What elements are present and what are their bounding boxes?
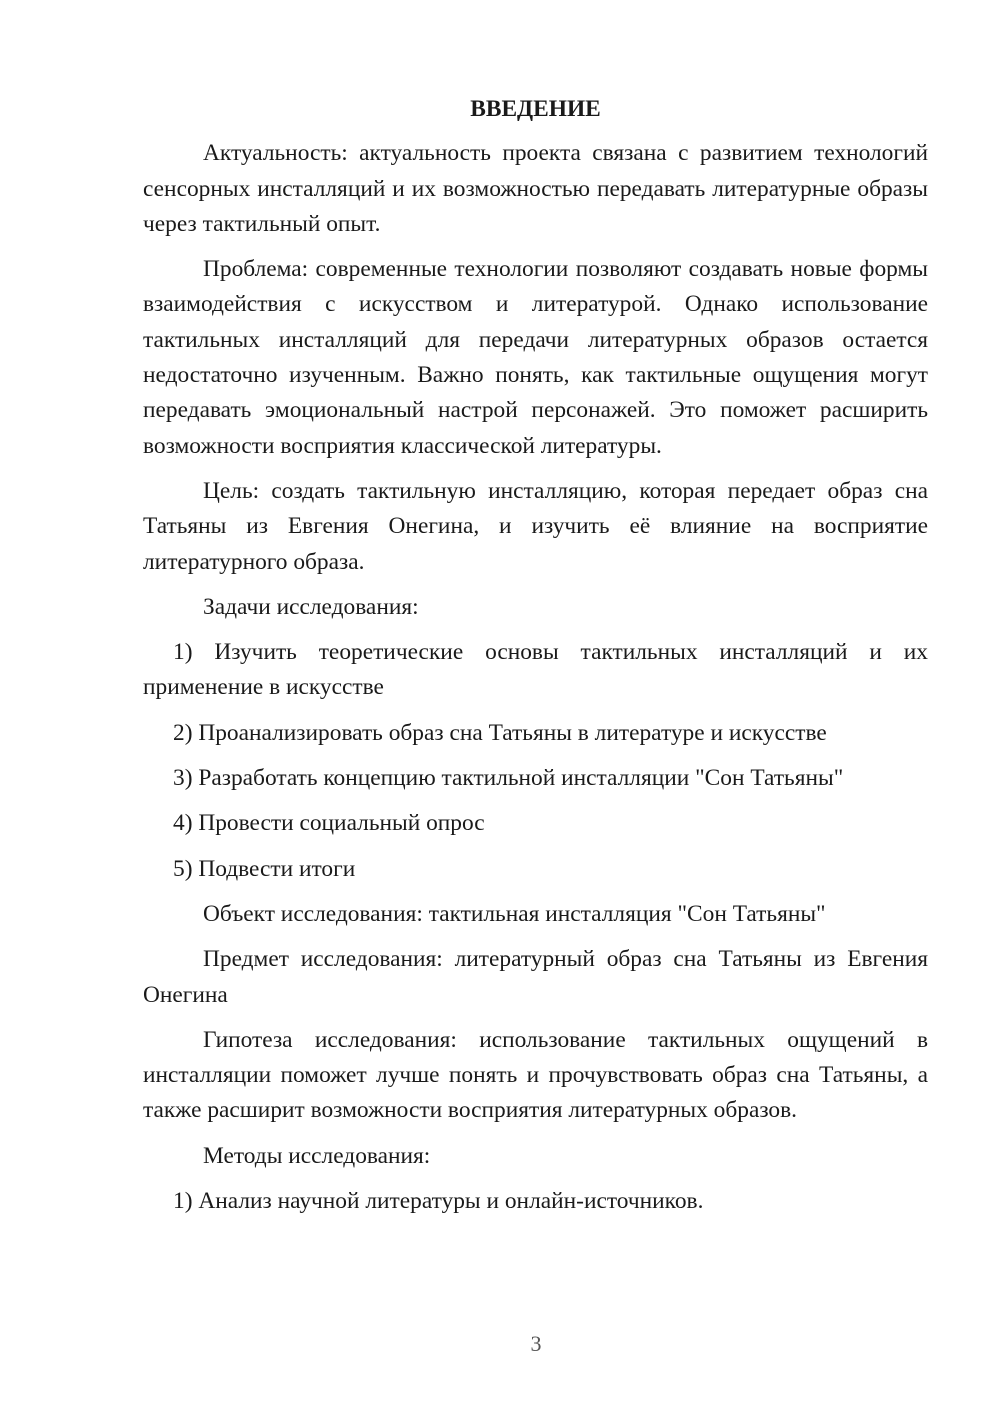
paragraph-problem: Проблема: современные технологии позволяют создавать новые формы взаимодействия с искусством и литературой. Однако использование тактильных инсталляций для передачи литературных образов остается недостаточно изученным. Важно понять, как тактильные ощущения могут передавать эмоциональный настрой персонажей. Это поможет расширить возможности восприятия классической литературы. [143,256,928,459]
page-content [143,92,928,1229]
task-item-3: 3) Разработать концепцию тактильной инсталляции "Сон Татьяны" [173,765,844,792]
page-number: 3 [530,1331,542,1356]
task-item-2: 2) Проанализировать образ сна Татьяны в литературе и искусстве [173,719,827,746]
task-item-5: 5) Подвести итоги [173,855,356,882]
paragraph-goal: Цель: создать тактильную инсталляцию, которая передает образ сна Татьяны из Евгения Онегина, и изучить её влияние на восприятие литературного образа. [143,477,928,575]
section-title: ВВЕДЕНИЕ [470,96,601,122]
paragraph-subject: Предмет исследования: литературный образ сна Татьяны из Евгения Онегина [143,946,928,1008]
tasks-heading: Задачи исследования: [203,593,419,620]
paragraph-hypothesis: Гипотеза исследования: использование тактильных ощущений в инсталляции поможет лучше понять и прочувствовать образ сна Татьяны, а также расширит возможности восприятия литературных образов. [143,1026,928,1124]
paragraph-object: Объект исследования: тактильная инсталляция "Сон Татьяны" [203,900,826,927]
method-item-1: 1) Анализ научной литературы и онлайн-источников. [173,1188,704,1215]
methods-heading: Методы исследования: [203,1142,431,1169]
task-item-4: 4) Провести социальный опрос [173,810,485,837]
task-item-1: 1) Изучить теоретические основы тактильных инсталляций и их применение в искусстве [143,639,928,701]
paragraph-relevance: Актуальность: актуальность проекта связана с развитием технологий сенсорных инсталляций и их возможностью передавать литературные образы через тактильный опыт. [143,140,928,237]
